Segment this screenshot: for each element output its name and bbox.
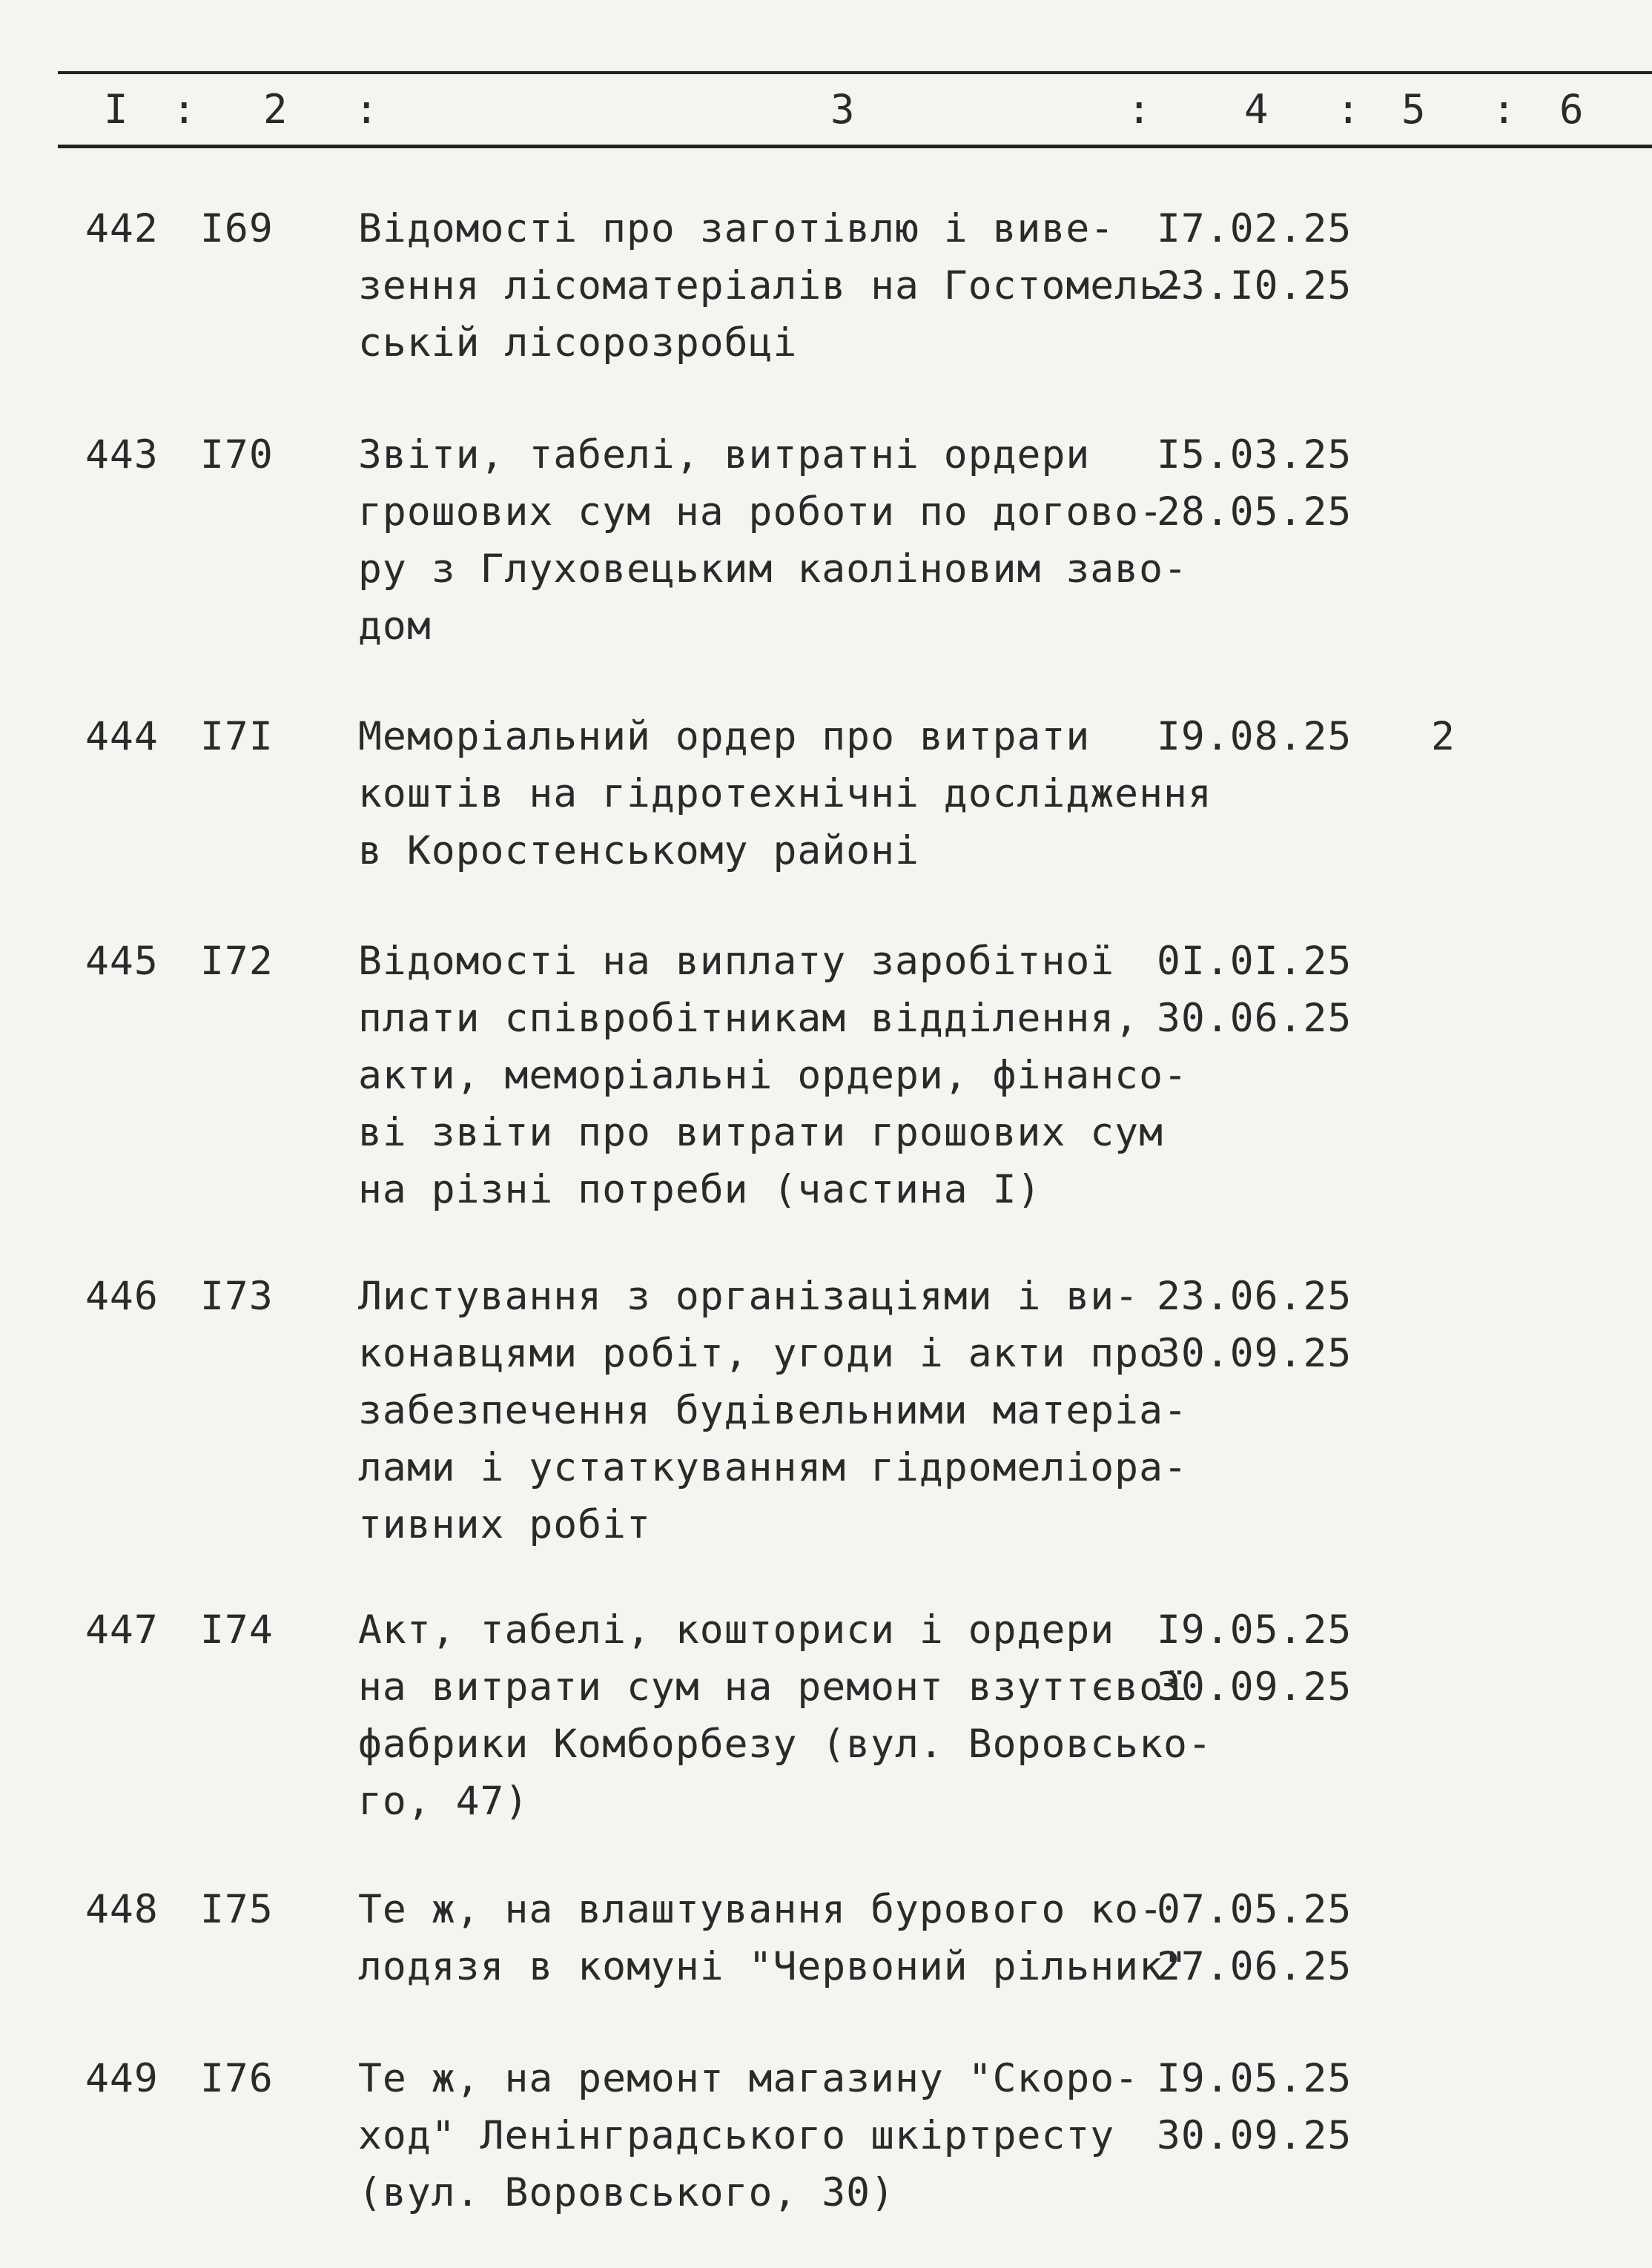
header-sep: : [1492,86,1516,133]
date-start: 0I.0I.25 [1157,939,1352,984]
description-line: лами і устаткуванням гідромеліора- [358,1445,1188,1490]
description-line: фабрики Комборбезу (вул. Воровсько- [358,1722,1212,1767]
description-line: грошових сум на роботи по догово- [358,489,1163,535]
description-line: дом [358,604,432,649]
file-number: I7I [200,714,274,759]
file-number: I75 [200,1887,274,1932]
header-col-3: 3 [830,86,855,133]
description-line: Акт, табелі, кошториси і ордери [358,1607,1115,1653]
header-top-rule [58,71,1652,74]
date-end: 30.09.25 [1157,2113,1352,2158]
file-number: I70 [200,432,274,477]
description-line: Листування з організаціями і ви- [358,1274,1140,1319]
record-number: 445 [85,939,159,984]
header-bottom-rule [58,145,1652,148]
date-end: 28.05.25 [1157,489,1352,535]
file-number: I73 [200,1274,274,1319]
header-col-4: 4 [1244,86,1269,133]
record-number: 442 [85,206,159,251]
description-line: коштів на гідротехнічні дослідження [358,771,1212,816]
description-line: на витрати сум на ремонт взуттєвої [358,1664,1188,1710]
description-line: Те ж, на ремонт магазину "Скоро- [358,2056,1140,2101]
sheet-count: 2 [1431,714,1456,759]
date-start: I9.05.25 [1157,1607,1352,1653]
file-number: I72 [200,939,274,984]
header-sep: : [172,86,196,133]
record-number: 446 [85,1274,159,1319]
header-col-5: 5 [1401,86,1426,133]
description-line: забезпечення будівельними матеріа- [358,1388,1188,1433]
description-line: (вул. Воровського, 30) [358,2170,895,2215]
date-start: I7.02.25 [1157,206,1352,251]
record-number: 448 [85,1887,159,1932]
description-line: зення лісоматеріалів на Гостомель- [358,263,1188,308]
description-line: Відомості про заготівлю і виве- [358,206,1115,251]
description-line: конавцями робіт, угоди і акти про [358,1331,1163,1376]
file-number: I76 [200,2056,274,2101]
description-line: го, 47) [358,1779,529,1824]
description-line: Меморіальний ордер про витрати [358,714,1091,759]
header-sep: : [1127,86,1152,133]
date-start: I9.08.25 [1157,714,1352,759]
description-line: на різні потреби (частина I) [358,1167,1042,1212]
date-end: 30.09.25 [1157,1331,1352,1376]
description-line: тивних робіт [358,1502,651,1547]
record-number: 449 [85,2056,159,2101]
date-start: I9.05.25 [1157,2056,1352,2101]
description-line: ській лісорозробці [358,320,798,366]
date-end: 30.06.25 [1157,996,1352,1041]
date-end: 27.06.25 [1157,1944,1352,1989]
description-line: ход" Ленінградського шкіртресту [358,2113,1115,2158]
file-number: I74 [200,1607,274,1653]
date-start: 23.06.25 [1157,1274,1352,1319]
header-col-1: I [104,86,128,133]
date-end: 30.09.25 [1157,1664,1352,1710]
description-line: Те ж, на влаштування бурового ко- [358,1887,1163,1932]
description-line: ві звіти про витрати грошових сум [358,1110,1163,1155]
date-start: I5.03.25 [1157,432,1352,477]
file-number: I69 [200,206,274,251]
record-number: 444 [85,714,159,759]
description-line: акти, меморіальні ордери, фінансо- [358,1053,1188,1098]
description-line: в Коростенському районі [358,828,919,873]
description-line: плати співробітникам відділення, [358,996,1140,1041]
header-col-6: 6 [1559,86,1584,133]
date-end: 23.I0.25 [1157,263,1352,308]
description-line: Відомості на виплату заробітної [358,939,1115,984]
description-line: ру з Глуховецьким каоліновим заво- [358,546,1188,592]
record-number: 443 [85,432,159,477]
header-sep: : [1336,86,1361,133]
description-line: Звіти, табелі, витратні ордери [358,432,1091,477]
description-line: лодязя в комуні "Червоний рільник" [358,1944,1188,1989]
record-number: 447 [85,1607,159,1653]
date-start: 07.05.25 [1157,1887,1352,1932]
header-sep: : [354,86,379,133]
header-col-2: 2 [263,86,288,133]
